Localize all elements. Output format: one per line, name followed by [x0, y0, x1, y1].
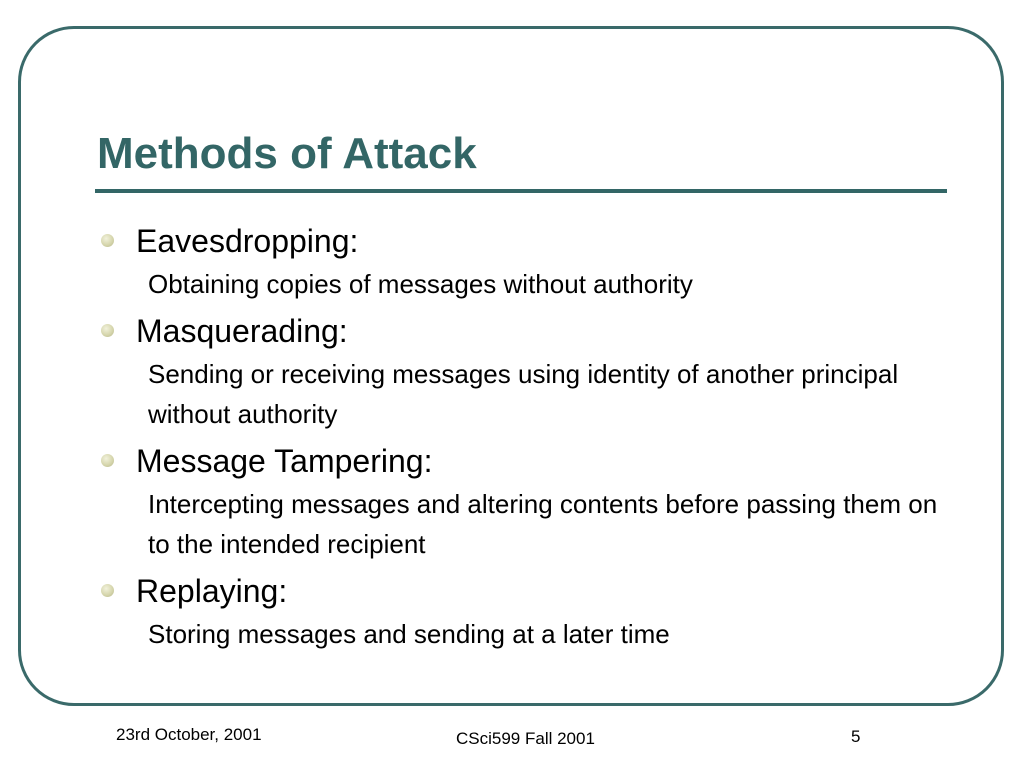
title-underline [95, 189, 947, 193]
list-item [98, 568, 958, 654]
item-heading [98, 568, 958, 614]
item-heading-text: Masquerading: [136, 313, 348, 349]
footer-course: CSci599 Fall 2001 [456, 729, 595, 748]
item-description: Sending or receiving messages using identity of another principal without authority [148, 359, 899, 429]
item-description: Obtaining copies of messages without authority [148, 269, 693, 299]
bullet-icon [101, 234, 114, 247]
bullet-list [98, 218, 958, 654]
item-heading-text: Message Tampering: [136, 443, 433, 479]
list-item [98, 218, 958, 304]
item-heading [98, 438, 958, 484]
item-description: Intercepting messages and altering contents before passing them on to the intended recipient [148, 489, 938, 559]
item-description: Storing messages and sending at a later time [148, 619, 670, 649]
footer-date: 23rd October, 2001 [116, 725, 262, 744]
bullet-icon [101, 324, 114, 337]
bullet-icon [101, 454, 114, 467]
item-heading [98, 218, 958, 264]
list-item [98, 438, 958, 564]
slide-title: Methods of Attack [97, 129, 477, 178]
item-heading [98, 308, 958, 354]
page-number: 5 [851, 727, 861, 746]
item-heading-text: Replaying: [136, 573, 288, 609]
item-heading-text: Eavesdropping: [136, 223, 359, 259]
list-item [98, 308, 958, 434]
bullet-icon [101, 584, 114, 597]
